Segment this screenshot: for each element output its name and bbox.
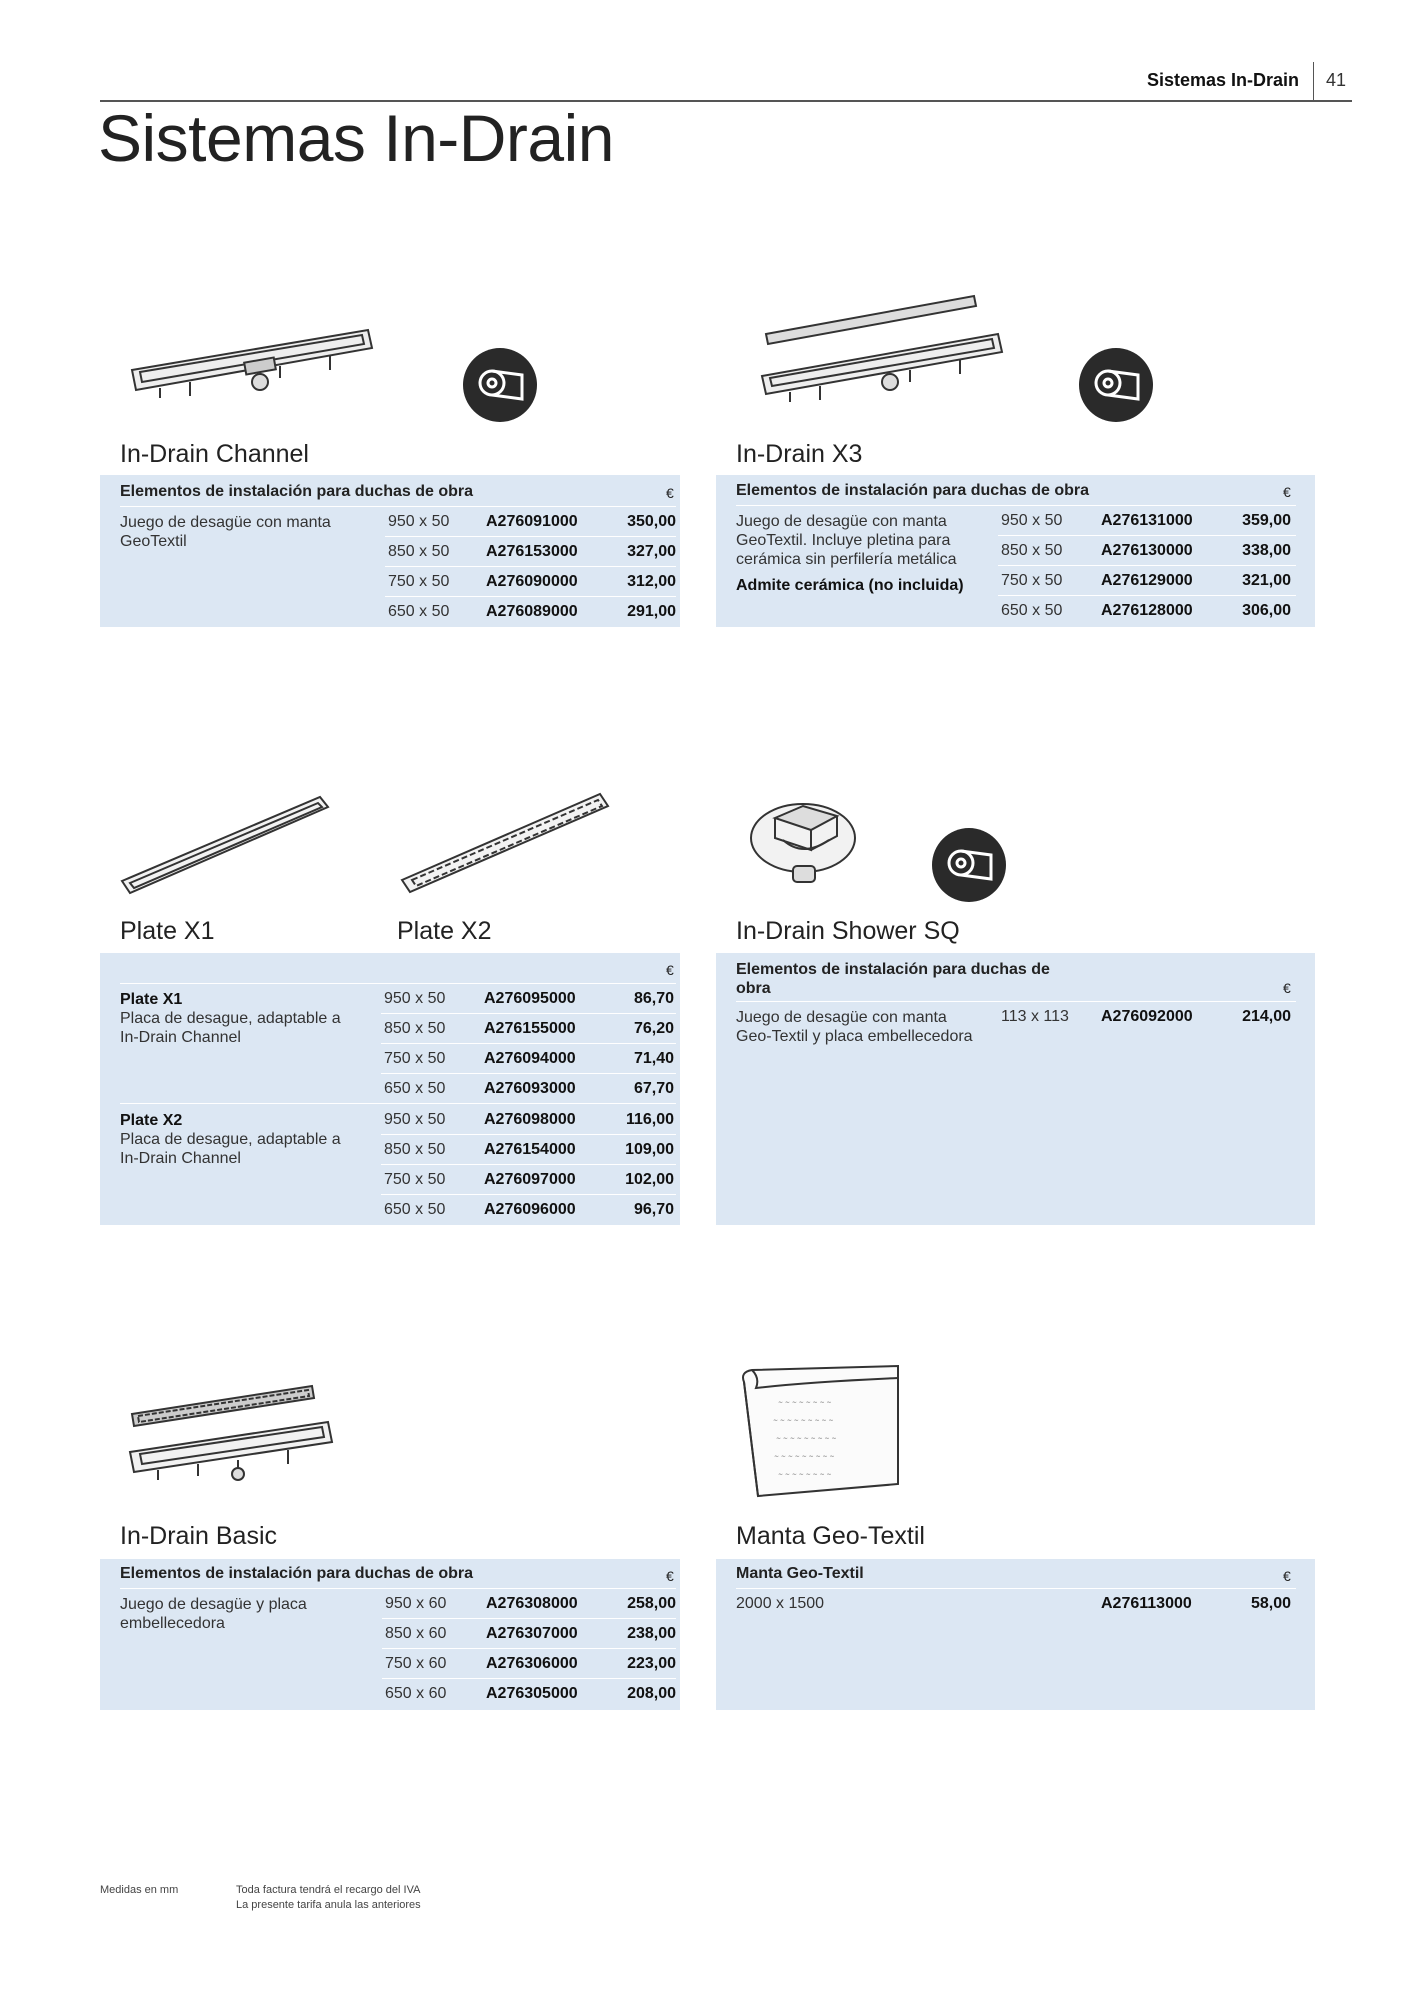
table-cell-size: 850 x 50	[388, 543, 450, 560]
table-cell-price: 208,00	[627, 1685, 676, 1702]
channel-head-rule	[120, 506, 676, 507]
table-cell-size: 113 x 113	[1001, 1008, 1069, 1025]
row-rule	[385, 536, 676, 537]
footer-units: Medidas en mm	[100, 1884, 179, 1896]
plates-head-rule	[120, 983, 676, 984]
table-cell-price: 238,00	[627, 1625, 676, 1642]
table-cell-code: A276092000	[1101, 1008, 1193, 1025]
table-cell-size: 950 x 60	[385, 1595, 447, 1612]
table-cell-price: 67,70	[633, 1080, 674, 1097]
table-cell-code: A276154000	[484, 1141, 576, 1158]
plate-x1-desc: Placa de desague, adaptable a In-Drain Channel	[120, 1010, 341, 1046]
row-rule	[381, 1164, 676, 1165]
shower-head-rule	[736, 1001, 1296, 1002]
svg-text:∼ ∼ ∼ ∼ ∼ ∼ ∼ ∼: ∼ ∼ ∼ ∼ ∼ ∼ ∼ ∼	[778, 1471, 832, 1478]
plate-x2-title: Plate X2	[397, 917, 492, 945]
table-cell-size: 750 x 50	[1001, 572, 1063, 589]
plate-x1-name: Plate X1	[120, 991, 183, 1008]
table-cell-size: 950 x 50	[384, 990, 446, 1007]
table-cell-size: 850 x 60	[385, 1625, 447, 1642]
table-cell-price: 306,00	[1242, 602, 1291, 619]
table-cell-code: A276093000	[484, 1080, 576, 1097]
row-rule	[381, 1194, 676, 1195]
row-rule	[998, 565, 1296, 566]
table-cell-size: 650 x 50	[384, 1201, 446, 1218]
table-cell-price: 96,70	[633, 1201, 674, 1218]
table-cell-price: 338,00	[1242, 542, 1291, 559]
table-cell-price: 214,00	[1242, 1008, 1291, 1025]
table-cell-size: 650 x 60	[385, 1685, 447, 1702]
footer-note-tarifa: La presente tarifa anula las anteriores	[236, 1899, 421, 1911]
shower-currency: €	[1283, 980, 1291, 996]
table-cell-code: A276130000	[1101, 542, 1193, 559]
table-cell-size: 750 x 50	[384, 1171, 446, 1188]
x3-drain-image	[760, 292, 1010, 412]
row-rule	[381, 1073, 676, 1074]
svg-text:∼ ∼ ∼ ∼ ∼ ∼ ∼ ∼: ∼ ∼ ∼ ∼ ∼ ∼ ∼ ∼	[778, 1399, 832, 1406]
table-cell-price: 116,00	[625, 1111, 674, 1128]
table-cell-size: 750 x 50	[384, 1050, 446, 1067]
table-cell-size: 650 x 50	[384, 1080, 446, 1097]
shower-table-head: Elementos de instalación para duchas de obra	[736, 961, 1050, 997]
table-cell-size: 2000 x 1500	[736, 1595, 825, 1612]
table-cell-size: 650 x 50	[388, 603, 450, 620]
table-cell-code: A276096000	[484, 1201, 576, 1218]
x3-title: In-Drain X3	[736, 440, 863, 468]
row-rule	[381, 1043, 676, 1044]
row-rule	[385, 566, 676, 567]
geotextil-head-rule	[736, 1588, 1296, 1589]
table-cell-price: 71,40	[633, 1050, 674, 1067]
table-cell-price: 223,00	[627, 1655, 676, 1672]
table-cell-price: 359,00	[1242, 512, 1291, 529]
svg-text:∼ ∼ ∼ ∼ ∼ ∼ ∼ ∼ ∼: ∼ ∼ ∼ ∼ ∼ ∼ ∼ ∼ ∼	[774, 1453, 835, 1460]
table-cell-code: A276155000	[484, 1020, 576, 1037]
table-cell-code: A276129000	[1101, 572, 1193, 589]
table-cell-code: A276128000	[1101, 602, 1193, 619]
x3-head-rule	[736, 505, 1296, 506]
header-divider	[1313, 62, 1314, 100]
geotextil-roll-icon	[931, 827, 1007, 903]
group-rule	[120, 1103, 676, 1104]
basic-title: In-Drain Basic	[120, 1522, 277, 1550]
row-rule	[382, 1678, 676, 1679]
plate-x2-desc: Placa de desague, adaptable a In-Drain Channel	[120, 1131, 341, 1167]
table-cell-code: A276094000	[484, 1050, 576, 1067]
table-cell-price: 291,00	[627, 603, 676, 620]
table-cell-price: 76,20	[633, 1020, 674, 1037]
table-cell-code: A276098000	[484, 1111, 576, 1128]
geotextil-roll-icon	[462, 347, 538, 423]
geotextil-sheet-image	[738, 1364, 904, 1500]
row-rule	[998, 535, 1296, 536]
plate-x1-title: Plate X1	[120, 917, 215, 945]
table-cell-price: 321,00	[1242, 572, 1291, 589]
table-cell-size: 850 x 50	[384, 1141, 446, 1158]
table-cell-code: A276306000	[486, 1655, 578, 1672]
row-rule	[385, 596, 676, 597]
table-cell-price: 312,00	[627, 573, 676, 590]
table-cell-size: 850 x 50	[1001, 542, 1063, 559]
table-cell-code: A276097000	[484, 1171, 576, 1188]
table-cell-code: A276308000	[486, 1595, 578, 1612]
table-cell-code: A276089000	[486, 603, 578, 620]
shower-drain-image	[745, 778, 865, 893]
table-cell-size: 950 x 50	[1001, 512, 1063, 529]
channel-title: In-Drain Channel	[120, 440, 309, 468]
table-cell-size: 850 x 50	[384, 1020, 446, 1037]
channel-currency: €	[666, 485, 674, 501]
plate-x2-name: Plate X2	[120, 1112, 183, 1129]
table-cell-code: A276307000	[486, 1625, 578, 1642]
geotextil-roll-icon	[1078, 347, 1154, 423]
basic-head-rule	[120, 1588, 676, 1589]
row-rule	[381, 1134, 676, 1135]
x3-currency: €	[1283, 484, 1291, 500]
svg-text:∼ ∼ ∼ ∼ ∼ ∼ ∼ ∼ ∼: ∼ ∼ ∼ ∼ ∼ ∼ ∼ ∼ ∼	[776, 1435, 837, 1442]
table-cell-code: A276095000	[484, 990, 576, 1007]
table-cell-size: 750 x 50	[388, 573, 450, 590]
table-cell-code: A276090000	[486, 573, 578, 590]
svg-text:∼ ∼ ∼ ∼ ∼ ∼ ∼ ∼ ∼: ∼ ∼ ∼ ∼ ∼ ∼ ∼ ∼ ∼	[773, 1417, 834, 1424]
table-cell-code: A276153000	[486, 543, 578, 560]
table-cell-price: 102,00	[625, 1171, 674, 1188]
table-cell-price: 350,00	[627, 513, 676, 530]
geotextil-table-head: Manta Geo-Textil	[736, 1565, 864, 1582]
channel-desc: Juego de desagüe con manta GeoTextil	[120, 514, 331, 550]
table-cell-size: 950 x 50	[388, 513, 450, 530]
page-number: 41	[1326, 70, 1347, 90]
row-rule	[382, 1648, 676, 1649]
table-cell-price: 109,00	[625, 1141, 674, 1158]
table-cell-code: A276091000	[486, 513, 578, 530]
x3-table-head: Elementos de instalación para duchas de obra	[736, 482, 1089, 499]
footer-note-iva: Toda factura tendrá el recargo del IVA	[236, 1884, 421, 1896]
row-rule	[382, 1618, 676, 1619]
x3-desc-bold: Admite cerámica (no incluida)	[736, 577, 964, 594]
header-section-title: Sistemas In-Drain	[1146, 70, 1299, 90]
table-cell-price: 327,00	[627, 543, 676, 560]
shower-desc: Juego de desagüe con manta Geo-Textil y placa embellecedora	[736, 1009, 973, 1045]
geotextil-title: Manta Geo-Textil	[736, 1522, 925, 1550]
table-cell-code: A276113000	[1101, 1595, 1192, 1612]
plate-x1-image	[120, 795, 330, 895]
table-cell-code: A276131000	[1101, 512, 1193, 529]
row-rule	[381, 1013, 676, 1014]
channel-drain-image	[130, 320, 380, 410]
channel-table-head: Elementos de instalación para duchas de obra	[120, 483, 473, 500]
plates-currency: €	[666, 962, 674, 978]
shower-title: In-Drain Shower SQ	[736, 917, 960, 945]
page-title: Sistemas In-Drain	[98, 101, 614, 175]
basic-table-head: Elementos de instalación para duchas de obra	[120, 1565, 473, 1582]
geotextil-currency: €	[1283, 1568, 1291, 1584]
basic-drain-image	[128, 1382, 338, 1492]
table-cell-size: 950 x 50	[384, 1111, 446, 1128]
table-cell-size: 650 x 50	[1001, 602, 1063, 619]
basic-desc: Juego de desagüe y placa embellecedora	[120, 1596, 307, 1632]
table-cell-price: 258,00	[627, 1595, 676, 1612]
table-cell-price: 86,70	[633, 990, 674, 1007]
table-cell-price: 58,00	[1250, 1595, 1291, 1612]
table-cell-code: A276305000	[486, 1685, 578, 1702]
table-cell-size: 750 x 60	[385, 1655, 447, 1672]
row-rule	[998, 595, 1296, 596]
plate-x2-image	[400, 792, 610, 897]
basic-currency: €	[666, 1568, 674, 1584]
x3-desc: Juego de desagüe con manta GeoTextil. Incluye pletina para cerámica sin perfilería metálica	[736, 513, 957, 568]
